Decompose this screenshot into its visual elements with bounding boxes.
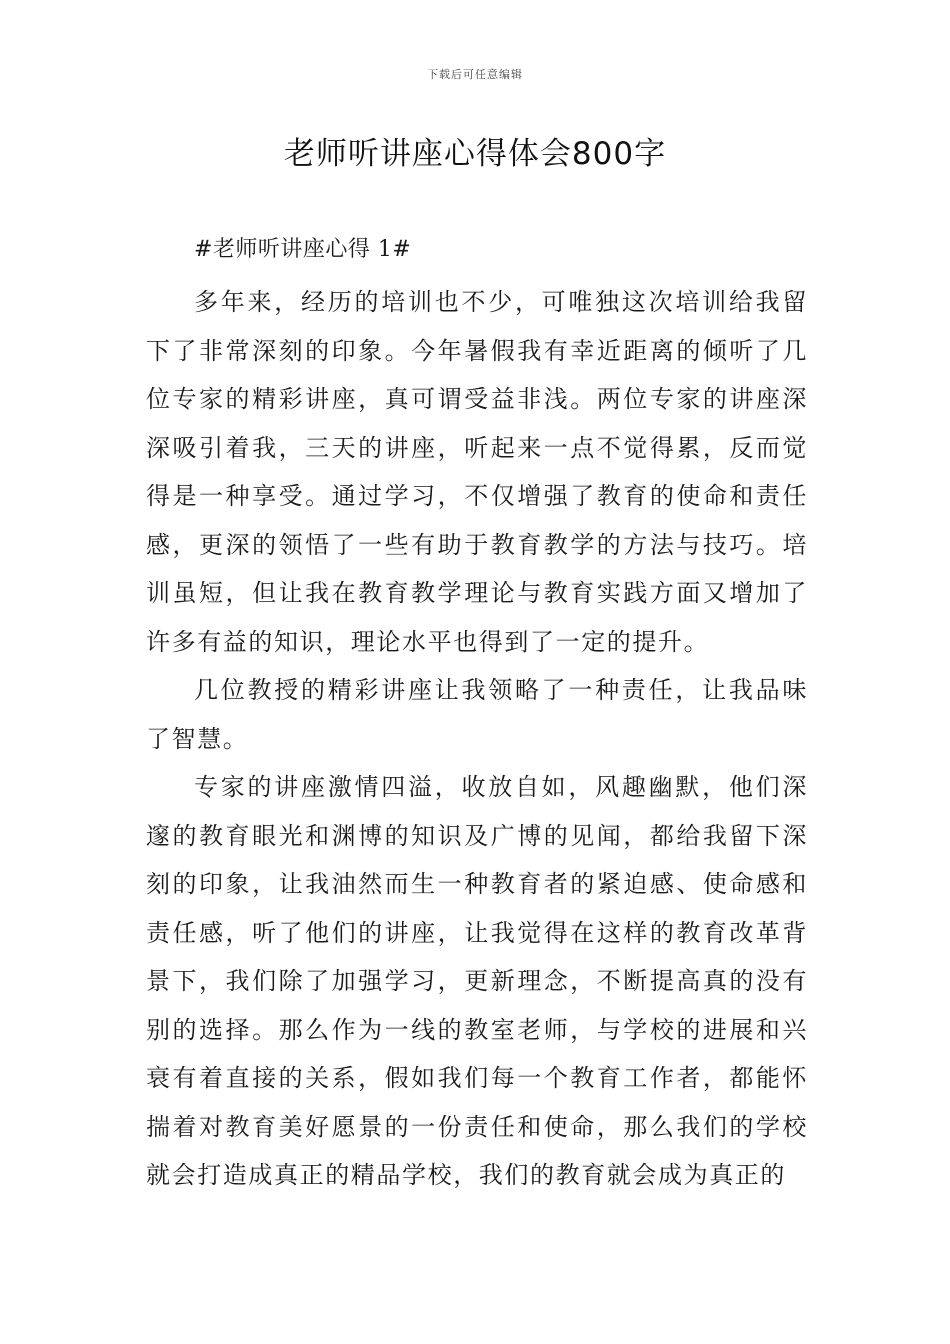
section-heading: #老师听讲座心得 1#	[194, 237, 412, 262]
paragraph-3: 专家的讲座激情四溢，收放自如，风趣幽默，他们深邃的教育眼光和渊博的知识及广博的见闻，都给我留下深刻的印象，让我油然而生一种教育者的紧迫感、使命感和责任感，听了他们的讲座，让我觉得在这样的教育改革背景下，我们除了加强学习，更新理念，不断提高真的没有别的选择。那么作为一线的教室老师，与学校的进展和兴衰有着直接的关系，假如我们每一个教育工作者，都能怀揣着对教育美好愿景的一份责任和使命，那么我们的学校就会打造成真正的精品学校，我们的教育就会成为真正的	[146, 773, 808, 1189]
paragraph-1: 多年来，经历的培训也不少，可唯独这次培训给我留下了非常深刻的印象。今年暑假我有幸近距离的倾听了几位专家的精彩讲座，真可谓受益非浅。两位专家的讲座深深吸引着我，三天的讲座，听起来一点不觉得累，反而觉得是一种享受。通过学习，不仅增强了教育的使命和责任感，更深的领悟了一些有助于教育教学的方法与技巧。培训虽短，但让我在教育教学理论与教育实践方面又增加了许多有益的知识，理论水平也得到了一定的提升。	[146, 288, 808, 656]
header-note: 下载后可任意编辑	[427, 68, 523, 81]
paragraph-2: 几位教授的精彩讲座让我领略了一种责任，让我品味了智慧。	[146, 676, 808, 753]
document-title: 老师听讲座心得体会800字	[283, 136, 667, 172]
document-body	[146, 226, 808, 1200]
